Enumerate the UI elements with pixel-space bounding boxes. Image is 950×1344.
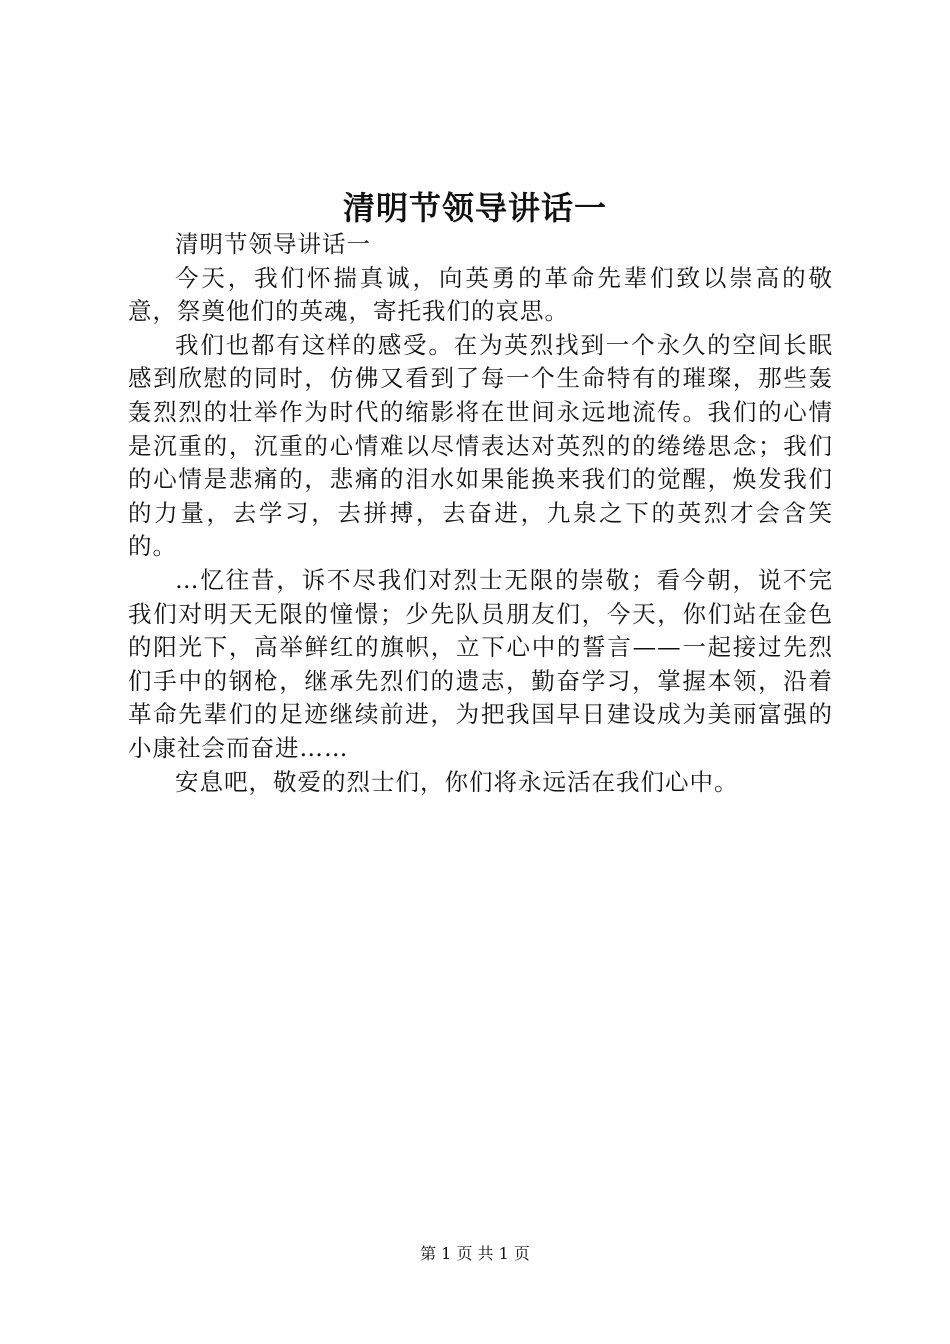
document-body (128, 228, 833, 799)
paragraph-closing: 安息吧，敬爱的烈士们，你们将永远活在我们心中。 (175, 767, 739, 796)
paragraph-recollection: …忆往昔，诉不尽我们对烈士无限的崇敬；看今朝，说不完我们对明天无限的憧憬；少先队员朋友们，今天，你们站在金色的阳光下，高举鲜红的旗帜，立下心中的誓言——一起接过先烈们手中的钢枪，继承先烈们的遗志，勤奋学习，掌握本领，沿着革命先辈们的足迹继续前进，为把我国早日建设成为美丽富强的小康社会而奋进…… (128, 565, 833, 762)
paragraph-feelings: 我们也都有这样的感受。在为英烈找到一个永久的空间长眠感到欣慰的同时，仿佛又看到了每一个生命特有的璀璨，那些轰轰烈烈的壮举作为时代的缩影将在世间永远地流传。我们的心情是沉重的，沉重的心情难以尽情表达对英烈的的绻绻思念；我们的心情是悲痛的，悲痛的泪水如果能换来我们的觉醒，焕发我们的力量，去学习，去拼搏，去奋进，九泉之下的英烈才会含笑的。 (128, 330, 833, 561)
paragraph-subtitle: 清明节领导讲话一 (175, 230, 371, 258)
paragraph-opening: 今天，我们怀揣真诚，向英勇的革命先辈们致以崇高的敬意，祭奠他们的英魂，寄托我们的哀思。 (128, 263, 833, 326)
page-title: 清明节领导讲话一 (342, 189, 607, 227)
page-number-footer: 第 1 页 共 1 页 (420, 1244, 530, 1263)
